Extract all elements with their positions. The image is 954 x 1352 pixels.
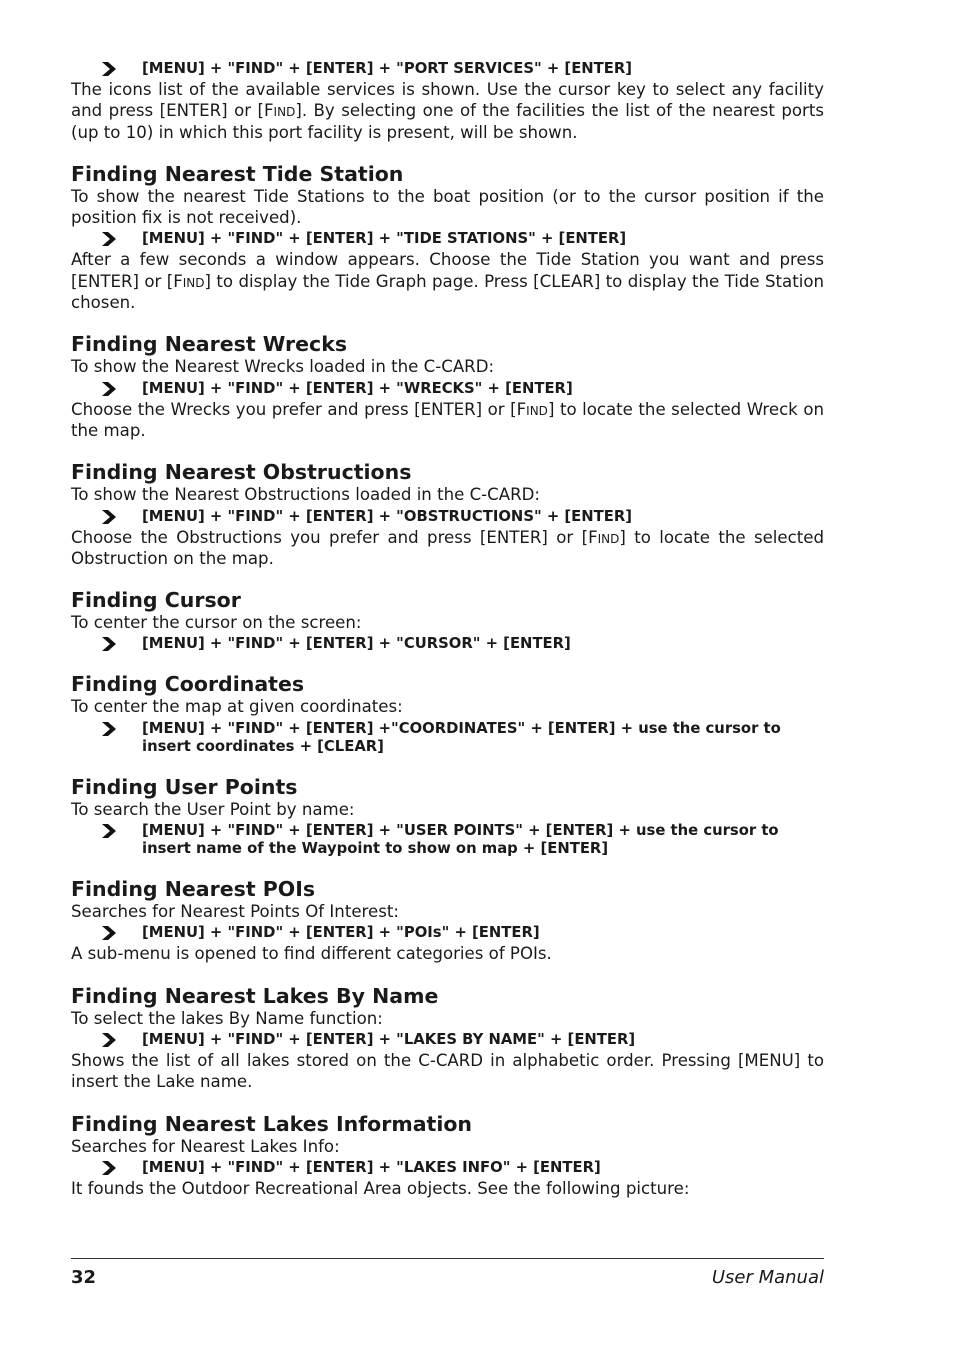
- command-text: [MENU] + "FIND" + [ENTER] + "USER POINTS" + [ENTER] + use the cursor to insert name of the Waypoint to show on map + [ENTER]: [142, 822, 779, 858]
- paragraph: After a few seconds a window appears. Choose the Tide Station you want and press [ENTER] or [Find] to display the Tide Graph page. Press [CLEAR] to display the Tide Station chosen.: [71, 250, 824, 313]
- paragraph: To center the cursor on the screen:: [71, 613, 362, 633]
- section-heading: Finding Coordinates: [71, 672, 305, 697]
- command-line: [71, 635, 824, 653]
- paragraph: To show the Nearest Obstructions loaded in the C-CARD:: [71, 485, 541, 505]
- paragraph: Searches for Nearest Lakes Info:: [71, 1136, 340, 1156]
- page-number: 32: [71, 1267, 97, 1288]
- command-line: [71, 720, 824, 756]
- section-heading: Finding Cursor: [71, 588, 241, 613]
- section-lakes-info: [71, 1112, 824, 1200]
- footer-title: User Manual: [711, 1267, 824, 1288]
- section-user-points: [71, 775, 824, 858]
- paragraph: To show the Nearest Wrecks loaded in the C-CARD:: [71, 357, 495, 377]
- command-line: [71, 60, 824, 78]
- section-obstructions: [71, 460, 824, 569]
- section-heading: Finding Nearest Tide Station: [71, 161, 404, 186]
- arrow-bullet-icon: [101, 1161, 117, 1175]
- paragraph: Searches for Nearest Points Of Interest:: [71, 902, 399, 922]
- command-text: [MENU] + "FIND" + [ENTER] + "PORT SERVICES" + [ENTER]: [142, 60, 633, 77]
- command-text: [MENU] + "FIND" + [ENTER] + "LAKES BY NAME" + [ENTER]: [142, 1030, 636, 1048]
- section-heading: Finding Nearest POIs: [71, 877, 316, 902]
- paragraph: To center the map at given coordinates:: [71, 697, 403, 717]
- section-lakes-by-name: [71, 984, 824, 1093]
- command-line: [71, 508, 824, 526]
- arrow-bullet-icon: [101, 722, 117, 736]
- arrow-bullet-icon: [101, 824, 117, 838]
- section-coordinates: [71, 672, 824, 755]
- command-line: [71, 380, 824, 398]
- paragraph: To select the lakes By Name function:: [71, 1008, 383, 1028]
- paragraph: Choose the Obstructions you prefer and press [ENTER] or [Find] to locate the selected Obstruction on the map.: [71, 527, 824, 568]
- footer-divider: [71, 1258, 824, 1259]
- arrow-bullet-icon: [101, 382, 117, 396]
- section-cursor: [71, 588, 824, 653]
- paragraph: A sub-menu is opened to find different categories of POIs.: [71, 944, 552, 964]
- paragraph: Choose the Wrecks you prefer and press [ENTER] or [Find] to locate the selected Wreck on the map.: [71, 399, 824, 440]
- command-text: [MENU] + "FIND" + [ENTER] + "OBSTRUCTIONS" + [ENTER]: [142, 507, 632, 525]
- command-text: [MENU] + "FIND" + [ENTER] +"COORDINATES" + [ENTER] + use the cursor to insert coordinates + [CLEAR]: [142, 719, 781, 755]
- section-heading: Finding User Points: [71, 774, 298, 799]
- section-heading: Finding Nearest Obstructions: [71, 460, 412, 485]
- arrow-bullet-icon: [101, 926, 117, 940]
- command-line: [71, 924, 824, 942]
- arrow-bullet-icon: [101, 1033, 117, 1047]
- paragraph: To search the User Point by name:: [71, 799, 355, 819]
- command-text: [MENU] + "FIND" + [ENTER] + "TIDE STATIONS" + [ENTER]: [142, 230, 627, 248]
- section-tide-station: [71, 162, 824, 313]
- command-line: [71, 230, 824, 248]
- section-wrecks: [71, 332, 824, 441]
- command-text: [MENU] + "FIND" + [ENTER] + "WRECKS" + [ENTER]: [142, 379, 573, 397]
- paragraph: To show the nearest Tide Stations to the boat position (or to the cursor position if the position fix is not received).: [71, 186, 824, 228]
- page-content: [71, 58, 824, 1199]
- command-line: [71, 1159, 824, 1177]
- command-text: [MENU] + "FIND" + [ENTER] + "LAKES INFO" + [ENTER]: [142, 1158, 601, 1176]
- arrow-bullet-icon: [101, 637, 117, 651]
- paragraph: Shows the list of all lakes stored on the C-CARD in alphabetic order. Pressing [MENU] to insert the Lake name.: [71, 1050, 824, 1092]
- arrow-bullet-icon: [101, 232, 117, 246]
- section-heading: Finding Nearest Wrecks: [71, 332, 348, 357]
- arrow-bullet-icon: [101, 510, 117, 524]
- section-pois: [71, 877, 824, 965]
- command-text: [MENU] + "FIND" + [ENTER] + "CURSOR" + [ENTER]: [142, 635, 571, 653]
- paragraph: The icons list of the available services is shown. Use the cursor key to select any facility and press [ENTER] or [Find]. By selecting one of the facilities the list of the nearest ports (up to 10) in which this port facility is present, will be shown.: [71, 80, 825, 142]
- arrow-bullet-icon: [101, 62, 117, 76]
- paragraph: It founds the Outdoor Recreational Area objects. See the following picture:: [71, 1178, 690, 1198]
- command-line: [71, 822, 824, 858]
- section-heading: Finding Nearest Lakes By Name: [71, 983, 439, 1008]
- section-heading: Finding Nearest Lakes Information: [71, 1111, 473, 1136]
- command-text: [MENU] + "FIND" + [ENTER] + "POIs" + [ENTER]: [142, 924, 540, 942]
- command-line: [71, 1031, 824, 1049]
